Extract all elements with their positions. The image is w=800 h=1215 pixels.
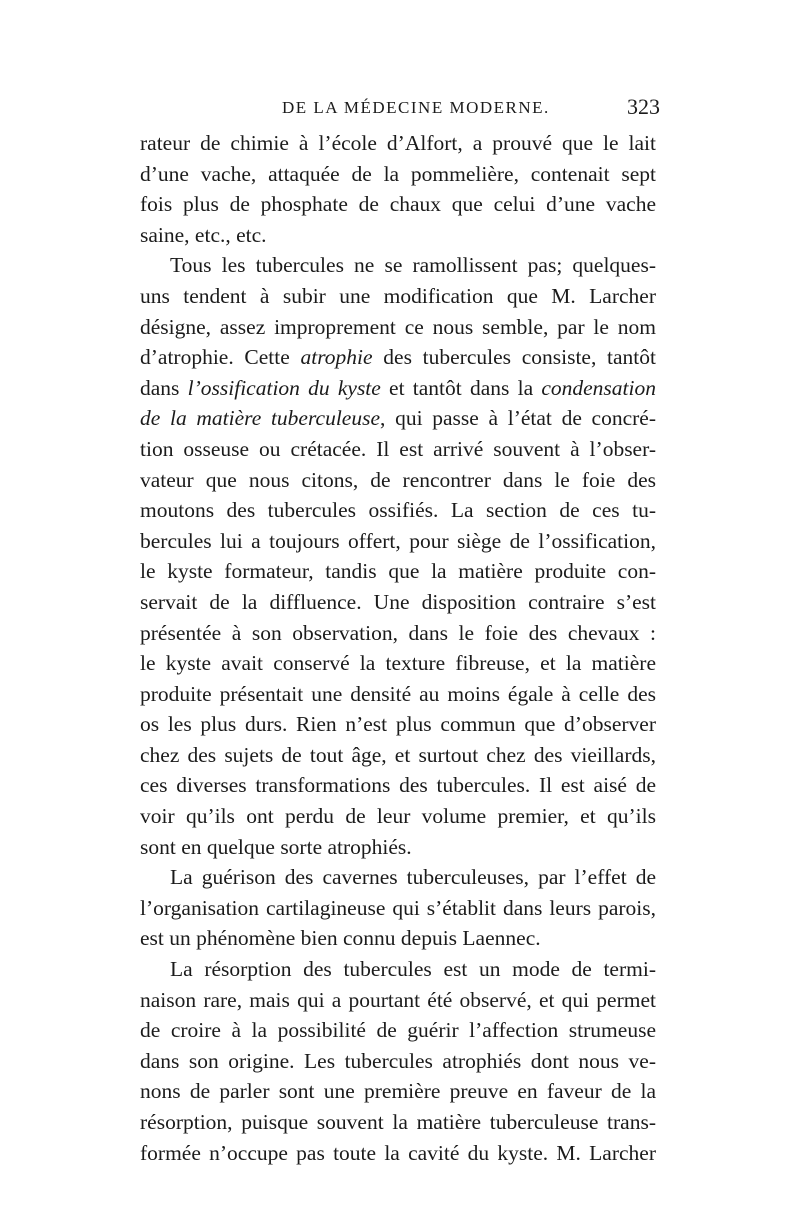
text-segment: La résorption des tubercules est un mode de termi-	[170, 957, 656, 982]
text-segment: fois plus de phosphate de chaux que celui d’une vache	[140, 192, 656, 217]
text-segment: nons de parler sont une première preuve en faveur de la	[140, 1079, 656, 1104]
text-line	[140, 679, 656, 710]
text-line	[140, 832, 656, 863]
text-segment: rateur de chimie à l’école d’Alfort, a prouvé que le lait	[140, 131, 656, 155]
text-segment: moutons des tubercules ossifiés. La section de ces tu-	[140, 498, 656, 523]
page-number: 323	[627, 94, 660, 119]
text-segment: l’organisation cartilagineuse qui s’établit dans leurs parois,	[140, 895, 656, 920]
text-segment: , qui passe à l’état de concré-	[380, 406, 656, 431]
text-line	[140, 250, 656, 281]
text-line	[140, 312, 656, 343]
text-segment: présentée à son observation, dans le foie des chevaux :	[140, 620, 656, 645]
text-segment: dans	[140, 375, 188, 400]
text-line	[140, 128, 656, 159]
text-line	[140, 923, 656, 954]
text-segment: résorption, puisque souvent la matière tuberculeuse trans-	[140, 1110, 656, 1134]
text-segment: formée n’occupe pas toute la cavité du kyste. M. Larcher	[140, 1140, 656, 1165]
text-line	[140, 465, 656, 496]
text-segment: voir qu’ils ont perdu de leur volume premier, et qu’ils	[140, 804, 656, 829]
text-line	[140, 1046, 656, 1077]
text-segment: La guérison des cavernes tuberculeuses, par l’effet de	[170, 865, 656, 890]
text-segment: naison rare, mais qui a pourtant été observé, et qui permet	[140, 987, 656, 1012]
text-line	[140, 893, 656, 924]
text-line	[140, 740, 656, 771]
running-head: DE LA MÉDECINE MODERNE.	[282, 98, 550, 117]
text-line	[140, 801, 656, 832]
italic-text: atrophie	[300, 345, 373, 370]
text-segment: saine, etc., etc.	[140, 222, 267, 247]
text-segment: os les plus durs. Rien n’est plus commun que d’observer	[140, 712, 656, 737]
text-segment: bercules lui a toujours offert, pour siège de l’ossification,	[140, 528, 656, 553]
text-line	[140, 342, 656, 373]
text-segment: Tous les tubercules ne se ramollissent pas; quelques-	[170, 253, 656, 278]
text-line	[140, 556, 656, 587]
page-header	[140, 96, 660, 126]
text-segment: servait de la diffluence. Une disposition contraire s’est	[140, 589, 656, 614]
text-segment: et tantôt dans la	[380, 375, 542, 400]
text-segment: ces diverses transformations des tubercules. Il est aisé de	[140, 773, 656, 798]
body-text	[140, 128, 656, 1168]
text-segment: dans son origine. Les tubercules atrophiés dont nous ve-	[140, 1048, 656, 1073]
text-line	[140, 1015, 656, 1046]
text-line	[140, 709, 656, 740]
text-line	[140, 403, 656, 434]
text-line	[140, 495, 656, 526]
text-line	[140, 526, 656, 557]
text-segment: de croire à la possibilité de guérir l’affection strumeuse	[140, 1018, 656, 1043]
text-line	[140, 618, 656, 649]
text-line	[140, 587, 656, 618]
italic-text: l’ossification du kyste	[187, 375, 381, 400]
text-segment: d’une vache, attaquée de la pommelière, contenait sept	[140, 161, 656, 186]
text-line	[140, 189, 656, 220]
text-line	[140, 1076, 656, 1107]
text-segment: des tubercules consiste, tantôt	[372, 345, 656, 370]
text-segment: le kyste avait conservé la texture fibreuse, et la matière	[140, 651, 656, 676]
text-segment: d’atrophie. Cette	[140, 345, 301, 370]
text-segment: est un phénomène bien connu depuis Laennec.	[140, 926, 541, 951]
text-line	[140, 985, 656, 1016]
text-line	[140, 770, 656, 801]
text-segment: sont en quelque sorte atrophiés.	[140, 834, 412, 859]
text-segment: produite présentait une densité au moins égale à celle des	[140, 681, 656, 706]
italic-text: de la matière tuberculeuse	[140, 406, 381, 431]
text-line	[140, 954, 656, 985]
text-line	[140, 1138, 656, 1169]
text-line	[140, 648, 656, 679]
text-line	[140, 159, 656, 190]
text-line	[140, 373, 656, 404]
text-segment: tion osseuse ou crétacée. Il est arrivé souvent à l’obser-	[140, 436, 656, 461]
text-line	[140, 1107, 656, 1138]
text-segment: uns tendent à subir une modification que M. Larcher	[140, 283, 656, 308]
text-line	[140, 862, 656, 893]
italic-text: condensation	[541, 375, 656, 400]
text-segment: désigne, assez improprement ce nous semble, par le nom	[140, 314, 656, 339]
text-line	[140, 281, 656, 312]
text-segment: chez des sujets de tout âge, et surtout chez des vieillards,	[140, 742, 656, 767]
text-segment: vateur que nous citons, de rencontrer dans le foie des	[140, 467, 656, 492]
text-line	[140, 220, 656, 251]
text-segment: le kyste formateur, tandis que la matière produite con-	[140, 559, 656, 584]
text-line	[140, 434, 656, 465]
